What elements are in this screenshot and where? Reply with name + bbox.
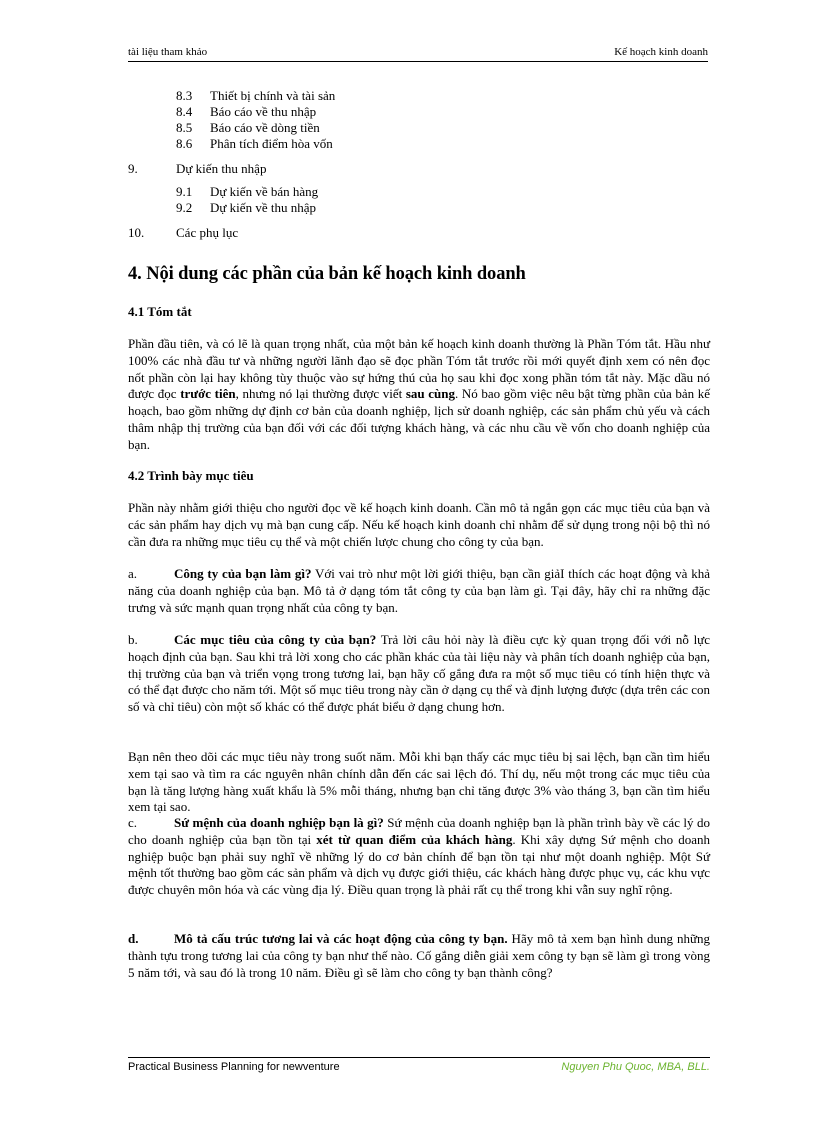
footer-left: Practical Business Planning for newventure <box>128 1061 340 1073</box>
page-header <box>128 46 708 62</box>
paragraph-c: c. Sứ mệnh của doanh nghiệp bạn là gì? Sứ mệnh của doanh nghiệp bạn là phần trình bày về các lý do cho doanh nghiệp của bạn tồn tại xét từ quan điểm của khách hàng. Khi xây dựng Sứ mệnh cho doanh nghiệp buộc bạn phải suy nghĩ về những lý do cơ bản chính để bạn tồn tại như một doanh nghiệp. Một Sứ mệnh tốt thường bao gồm các sản phẩm và dịch vụ được giới thiệu, các khách hàng được phục vụ, các khu vực được chuyên môn hóa và các vùng địa lý. Điều quan trọng là phải rất cụ thể trong khi vẫn suy nghĩ rộng. <box>128 815 711 898</box>
follow-up-paragraph: Bạn nên theo dõi các mục tiêu này trong suốt năm. Mỗi khi bạn thấy các mục tiêu bị sai lệch, bạn cần tìm hiểu xem tại sao và tìm ra các nguyên nhân chính dẫn đến các sai lệch đó. Thí dụ, nếu một trong các mục tiêu của bạn là tăng lượng hàng xuất khẩu là 5% mỗi tháng, nhưng bạn chỉ tăng được 3% vào tháng 3, bạn cần tìm hiểu xem tại sao. <box>128 749 710 815</box>
toc-item: 8.4 Báo cáo về thu nhập <box>176 104 317 119</box>
toc-group-8 <box>176 88 335 152</box>
toc-item: 8.5 Báo cáo về dòng tiền <box>176 120 320 135</box>
section-title: 4. Nội dung các phần của bản kế hoạch kinh doanh <box>128 264 526 284</box>
toc-item-10: 10. Các phụ lục <box>128 225 239 240</box>
page-footer <box>128 1057 710 1073</box>
paragraph-b: b. Các mục tiêu của công ty của bạn? Trả lời câu hỏi này là điều cực kỳ quan trọng đối với nỗ lực hoạch định của bạn. Sau khi trả lời xong cho các phần khác của tài liệu này và phân tích doanh nghiệp của bạn, thị trường của bạn và triển vọng trong tương lai, bạn hãy cố gắng đưa ra một số mục tiêu có tính hiện thực và có thể đạt được cho năm tới. Một số mục tiêu trong này cần ở dạng cụ thể và định lượng được (dựa trên các con số và chỉ tiêu) còn một số khác có thể được phát biểu ở dạng chung hơn. <box>128 632 710 715</box>
header-left: tài liệu tham khảo <box>128 46 208 58</box>
toc-item: 9.1 Dự kiến về bán hàng <box>176 184 319 199</box>
header-right: Kế hoạch kinh doanh <box>614 46 708 58</box>
toc-item: 9.2 Dự kiến về thu nhập <box>176 200 316 215</box>
toc-item-9: 9. Dự kiến thu nhập <box>128 161 267 176</box>
paragraph-a: a. Công ty của bạn làm gì? Với vai trò như một lời giới thiệu, bạn cần giảI thích các hoạt động và khả năng của doanh nghiệp của bạn. Mô tả ở dạng tóm tắt công ty của bạn làm gì. Tại đây, hãy chỉ ra những đặc trưng và sức mạnh quan trọng nhất của công ty bạn. <box>128 566 710 615</box>
toc-item: 8.6 Phân tích điểm hòa vốn <box>176 136 333 151</box>
summary-paragraph: Phần đầu tiên, và có lẽ là quan trọng nhất, của một bản kế hoạch kinh doanh thường là Phần Tóm tắt. Hầu như 100% các nhà đầu tư và những người lãnh đạo sẽ đọc phần Tóm tắt trước rồi mới quyết định xem có nên đọc nốt phần còn lại hay không tùy thuộc vào sự hứng thú của họ sau khi đọc xong phần tóm tắt này. Mặc dầu nó được đọc trước tiên, nhưng nó lại thường được viết sau cùng. Nó bao gồm việc nêu bật từng phần của bản kế hoạch, bao gồm những dự định cơ bản của doanh nghiệp, lịch sử doanh nghiệp, các sản phẩm chủ yếu và cách thâm nhập thị trường của bạn đối với các đối tượng khách hàng, và các nhu cầu về vốn cho doanh nghiệp của bạn. <box>128 336 710 452</box>
toc-item: 8.3 Thiết bị chính và tài sản <box>176 88 336 103</box>
subsection-heading-4-1: 4.1 Tóm tắt <box>128 304 192 319</box>
toc-group-9 <box>176 184 318 216</box>
paragraph-d: d. Mô tả cấu trúc tương lai và các hoạt động của công ty bạn. Hãy mô tả xem bạn hình dung những thành tựu trong tương lai của công ty bạn như thế nào. Cố gắng diễn giải xem công ty bạn sẽ làm gì trong vòng 5 năm tới, và sau đó là trong 10 năm. Điều gì sẽ làm cho công ty bạn thành công? <box>128 931 710 980</box>
subsection-heading-4-2: 4.2 Trình bày mục tiêu <box>128 468 254 483</box>
footer-author: Nguyen Phu Quoc, MBA, BLL. <box>561 1061 710 1073</box>
objectives-intro-paragraph: Phần này nhằm giới thiệu cho người đọc về kế hoạch kinh doanh. Cần mô tả ngắn gọn các mục tiêu của bạn và các sản phẩm hay dịch vụ mà bạn cung cấp. Nếu kế hoạch kinh doanh chỉ nhằm để sử dụng trong nội bộ thì nó cần đưa ra những mục tiêu cụ thể và một chiến lược chung cho công ty của bạn. <box>128 500 710 549</box>
